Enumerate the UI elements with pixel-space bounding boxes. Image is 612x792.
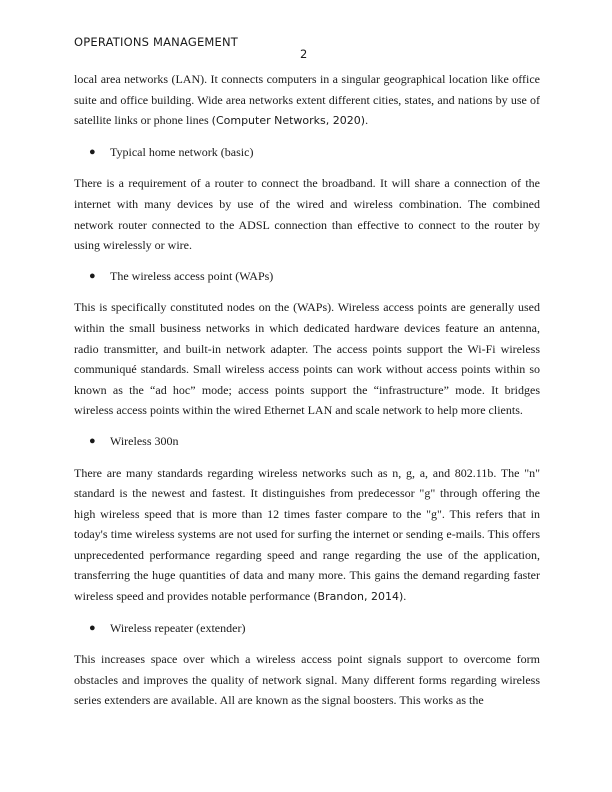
bullet-label: Wireless 300n xyxy=(110,433,179,448)
bullet-icon: ● xyxy=(89,145,96,158)
paragraph-text: There are many standards regarding wireless networks such as n, g, a, and 802.11b. The "n" standard is the newest and fastest. It distinguishes from predecessor "g" through offering the high wireless speed that is more than 12 times faster compare to the "g". This refers that in today's time wireless systems are not used for surfing the internet or sending e-mails. This offers unprecedented performance regarding speed and range regarding the use of the application, transferring the huge quantities of data and many more. This gains the demand regarding faster wireless speed and provides notable performance xyxy=(74,465,540,604)
running-head: OPERATIONS MANAGEMENT xyxy=(74,35,239,49)
bullet-label: The wireless access point (WAPs) xyxy=(110,268,274,283)
bullet-item xyxy=(74,142,540,163)
citation: (Computer Networks, 2020) xyxy=(211,114,366,128)
document-body xyxy=(74,69,540,711)
paragraph-lan-wan xyxy=(74,69,540,132)
bullet-icon: ● xyxy=(89,269,96,282)
bullet-icon: ● xyxy=(89,434,96,447)
paragraph-access-point: This is specifically constituted nodes on the (WAPs). Wireless access points are generally used within the small business networks in which dedicated hardware devices feature an antenna, radio transmitter, and built-in network adapter. The access points support the Wi-Fi wireless communiqué standards. Small wireless access points can work without access points within so known as the “ad hoc” mode; access points support the “infrastructure” mode. It bridges wireless access points within the wired Ethernet LAN and scale network to help more clients. xyxy=(74,300,540,418)
paragraph-home-network: There is a requirement of a router to connect the broadband. It will share a connection of the internet with many devices by use of the wired and wireless combination. The combined network router connected to the ADSL connection than effective to connect to the router by using wirelessly or wire. xyxy=(74,176,540,253)
bullet-label: Wireless repeater (extender) xyxy=(110,620,246,635)
bullet-item xyxy=(74,266,540,287)
bullet-label: Typical home network (basic) xyxy=(110,144,254,159)
bullet-item xyxy=(74,431,540,452)
paragraph-text: local area networks (LAN). It connects computers in a singular geographical location like office suite and office building. Wide area networks extent different cities, states, and nations by use of satellite links or phone lines xyxy=(74,72,540,128)
paragraph-end: . xyxy=(403,589,407,604)
bullet-item xyxy=(74,618,540,639)
page-number: 2 xyxy=(300,47,308,61)
paragraph-wireless-300n xyxy=(74,463,540,608)
paragraph-repeater: This increases space over which a wireless access point signals support to overcome form obstacles and improves the quality of network signal. Many different forms regarding wireless series extenders are available. All are known as the signal boosters. This works as the xyxy=(74,652,540,708)
paragraph-end: . xyxy=(365,113,369,128)
bullet-icon: ● xyxy=(89,621,96,634)
citation: (Brandon, 2014) xyxy=(313,590,404,604)
